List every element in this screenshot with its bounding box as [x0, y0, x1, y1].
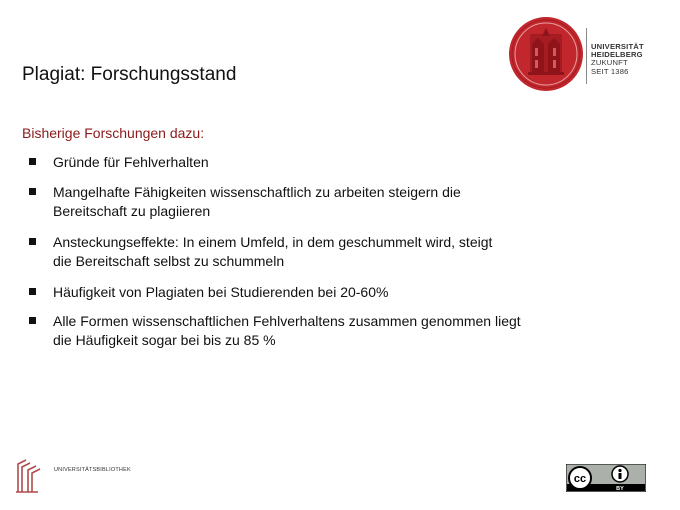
bullet-line: Bereitschaft zu plagiieren — [53, 203, 211, 219]
university-line4: SEIT 1386 — [591, 66, 629, 76]
logo-divider — [586, 28, 587, 84]
bullet-item — [29, 183, 461, 221]
bullet-line: Ansteckungseffekte: In einem Umfeld, in dem geschummelt wird, steigt — [53, 234, 493, 250]
bullet-line: Gründe für Fehlverhalten — [53, 154, 209, 170]
university-line3: ZUKUNFT — [591, 58, 628, 68]
library-label: UNIVERSITÄTSBIBLIOTHEK — [54, 467, 131, 473]
bullet-line: die Bereitschaft selbst zu schummeln — [53, 253, 285, 269]
university-line1: UNIVERSITÄT — [591, 42, 644, 51]
university-seal-icon — [508, 16, 584, 92]
bullet-line: Mangelhafte Fähigkeiten wissenschaftlich zu arbeiten steigern die — [53, 184, 461, 200]
university-name — [591, 43, 644, 76]
university-line2: HEIDELBERG — [591, 50, 643, 60]
bullet-line: Alle Formen wissenschaftlichen Fehlverhaltens zusammen genommen liegt — [53, 313, 521, 329]
section-heading: Bisherige Forschungen dazu: — [22, 125, 205, 141]
cc-badge-text: cc — [573, 473, 587, 485]
bullet-item — [29, 233, 492, 271]
slide-title: Plagiat: Forschungsstand — [22, 64, 237, 85]
bullet-square-icon — [29, 288, 36, 295]
university-heidelberg-logo — [508, 16, 653, 96]
bullet-item — [29, 153, 209, 172]
library-logo — [14, 458, 134, 496]
cc-by-license-icon — [566, 464, 646, 492]
bullet-line: Häufigkeit von Plagiaten bei Studierenden bei 20-60% — [53, 284, 389, 300]
bullet-item — [29, 283, 388, 302]
bullet-square-icon — [29, 188, 36, 195]
bullet-square-icon — [29, 238, 36, 245]
bullet-line: die Häufigkeit sogar bei bis zu 85 % — [53, 332, 276, 348]
bullet-item — [29, 312, 521, 350]
cc-by-text: BY — [616, 486, 624, 492]
bullet-square-icon — [29, 158, 36, 165]
library-mark-icon — [14, 458, 50, 494]
bullet-square-icon — [29, 317, 36, 324]
